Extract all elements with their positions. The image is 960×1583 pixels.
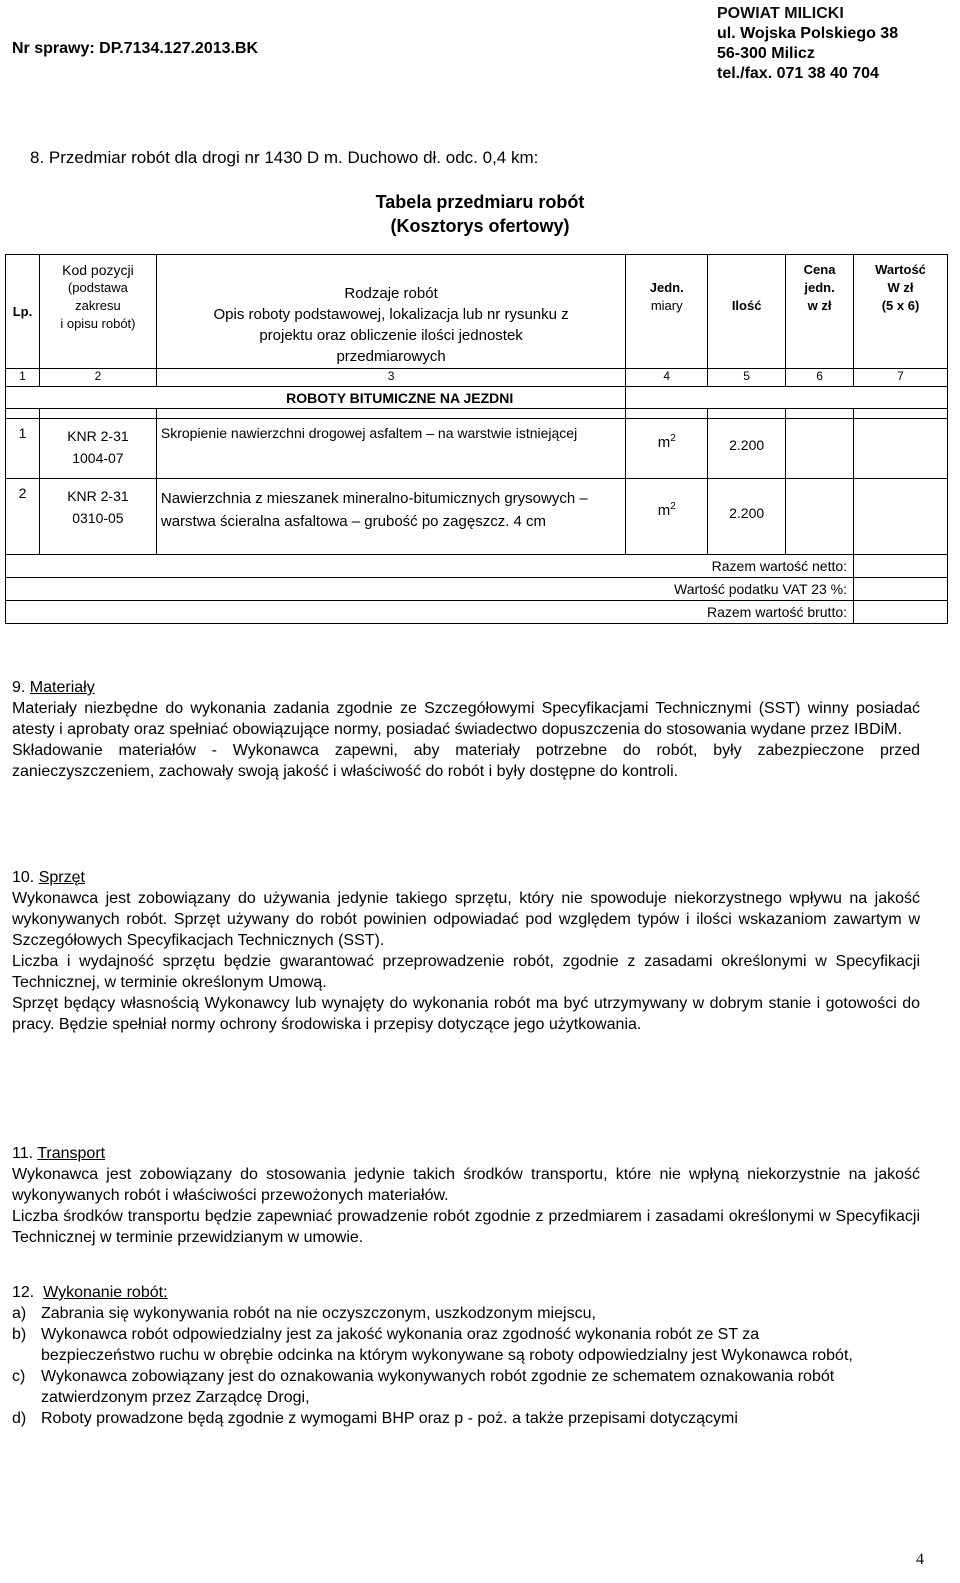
header-kod: Kod pozycji (podstawa zakresu i opisu robót): [39, 255, 156, 369]
table-header-row: [6, 255, 948, 369]
row-unit: $m^2$: [626, 479, 708, 555]
list-item: c) Wykonawca zobowiązany jest do oznakowania wykonywanych robót zgodnie ze schematem oznakowania robót zatwierdzonym przez Zarządcę Drogi,: [12, 1368, 835, 1406]
group-row: [6, 387, 948, 409]
col-number: 4: [626, 369, 708, 387]
row-lp: 2: [6, 479, 40, 555]
section-11: [12, 1143, 920, 1248]
header-ilosc: Ilość: [708, 255, 786, 369]
summary-row: [6, 555, 948, 578]
row-desc: Skropienie nawierzchni drogowej asfaltem – na warstwie istniejącej: [156, 419, 625, 479]
section-9: [12, 677, 920, 782]
col-number: 7: [854, 369, 948, 387]
summary-brutto: Razem wartość brutto:: [6, 601, 854, 624]
section-9-heading: 9. Materiały: [12, 679, 95, 696]
page-number: 4: [916, 1551, 924, 1568]
section-12: [12, 1282, 920, 1429]
header-lp: Lp.: [6, 255, 40, 369]
section-8-title: 8. Przedmiar robót dla drogi nr 1430 D m. Duchowo dł. odc. 0,4 km:: [30, 148, 539, 167]
summary-row: [6, 578, 948, 601]
office-name: POWIAT MILICKI: [717, 5, 844, 22]
col-number: 2: [39, 369, 156, 387]
case-number: Nr sprawy: DP.7134.127.2013.BK: [12, 40, 259, 57]
header-rodzaje: Rodzaje robót Opis roboty podstawowej, lokalizacja lub nr rysunku z projektu oraz obliczenie ilości jednostek przedmiarowych: [156, 255, 625, 369]
table-title: [0, 190, 960, 238]
list-item: a) Zabrania się wykonywania robót na nie oczyszczonym, uszkodzonym miejscu,: [12, 1305, 596, 1322]
row-desc: Nawierzchnia z mieszanek mineralno-bitumicznych grysowych – warstwa ścieralna asfaltowa – grubość po zagęszcz. 4 cm: [156, 479, 625, 555]
section-11-heading: 11. Transport: [12, 1145, 106, 1162]
row-qty: 2.200: [708, 479, 786, 555]
list-item: d) Roboty prowadzone będą zgodnie z wymogami BHP oraz p - poż. a także przepisami dotyczącymi: [12, 1410, 738, 1427]
list-item: bezpieczeństwo ruchu w obrębie odcinka na którym wykonywane są roboty odpowiedzialny jest Wykonawca robót,: [41, 1347, 853, 1364]
office-city: 56-300 Milicz: [717, 45, 815, 62]
table-row: [6, 479, 948, 555]
table-row: [6, 419, 948, 479]
section-10: [12, 867, 920, 1035]
section-10-p2: Liczba i wydajność sprzętu będzie gwarantować przeprowadzenie robót, zgodnie z zasadami określonymi w Specyfikacji Technicznej, w terminie określonym Umową.: [12, 953, 920, 991]
row-kod: KNR 2-31 0310-05: [39, 479, 156, 555]
office-phone: tel./fax. 071 38 40 704: [717, 65, 879, 82]
col-number: 3: [156, 369, 625, 387]
row-lp: 1: [6, 419, 40, 479]
office-street: ul. Wojska Polskiego 38: [717, 25, 899, 42]
row-kod: KNR 2-31 1004-07: [39, 419, 156, 479]
section-9-p2: Składowanie materiałów - Wykonawca zapewni, aby materiały potrzebne do robót, były zabezpieczone przed zanieczyszczeniem, zachowały swoją jakość i właściwość do robót i były dostępne do kontroli.: [12, 742, 920, 780]
column-number-row: [6, 369, 948, 387]
summary-row: [6, 601, 948, 624]
header-jedn: Jedn. miary: [626, 255, 708, 369]
col-number: 6: [786, 369, 854, 387]
row-qty: 2.200: [708, 419, 786, 479]
section-11-p2: Liczba środków transportu będzie zapewniać prowadzenie robót zgodnie z przedmiarem i zasadami określonymi w Specyfikacji Technicznej w terminie przewidzianym w umowie.: [12, 1208, 920, 1246]
table-title-main: Tabela przedmiaru robót: [375, 192, 585, 212]
header-cena: Cena jedn. w zł: [786, 255, 854, 369]
section-10-heading: 10. Sprzęt: [12, 869, 85, 886]
col-number: 1: [6, 369, 40, 387]
estimate-table: [5, 254, 948, 624]
summary-vat: Wartość podatku VAT 23 %:: [6, 578, 854, 601]
section-12-heading: 12. Wykonanie robót:: [12, 1284, 168, 1301]
spacer-row: [6, 409, 948, 419]
list-item: b) Wykonawca robót odpowiedzialny jest za jakość wykonania oraz zgodność wykonania robót ze ST za: [12, 1326, 760, 1343]
col-number: 5: [708, 369, 786, 387]
section-9-p1: Materiały niezbędne do wykonania zadania zgodnie ze Szczegółowymi Specyfikacjami Technicznymi (SST) winny posiadać atesty i aprobaty oraz spełniać obowiązujące normy, posiadać świadectwo dopuszczenia do stosowania wydane przez IBDiM.: [12, 700, 920, 738]
section-11-p1: Wykonawca jest zobowiązany do stosowania jedynie takich środków transportu, które nie wpłyną niekorzystnie na jakość wykonywanych robót i właściwości przewożonych materiałów.: [12, 1166, 920, 1204]
group-title: ROBOTY BITUMICZNE NA JEZDNI: [6, 387, 626, 409]
header-wartosc: Wartość W zł (5 x 6): [854, 255, 948, 369]
section-10-p1: Wykonawca jest zobowiązany do używania jedynie takiego sprzętu, który nie spowoduje niekorzystnego wpływu na jakość wykonywanych robót. Sprzęt używany do robót powinien odpowiadać pod względem typów i ilości wskazaniom zawartym w Szczegółowych Specyfikacjach Technicznych (SST).: [12, 890, 920, 949]
row-unit: $m^2$: [626, 419, 708, 479]
table-title-sub: (Kosztorys ofertowy): [390, 216, 570, 236]
section-10-p3: Sprzęt będący własnością Wykonawcy lub wynajęty do wykonania robót ma być utrzymywany w dobrym stanie i gotowości do pracy. Będzie spełniał normy ochrony środowiska i przepisy dotyczące jego użytkowania.: [12, 995, 920, 1033]
office-address: [717, 4, 922, 84]
summary-netto: Razem wartość netto:: [6, 555, 854, 578]
